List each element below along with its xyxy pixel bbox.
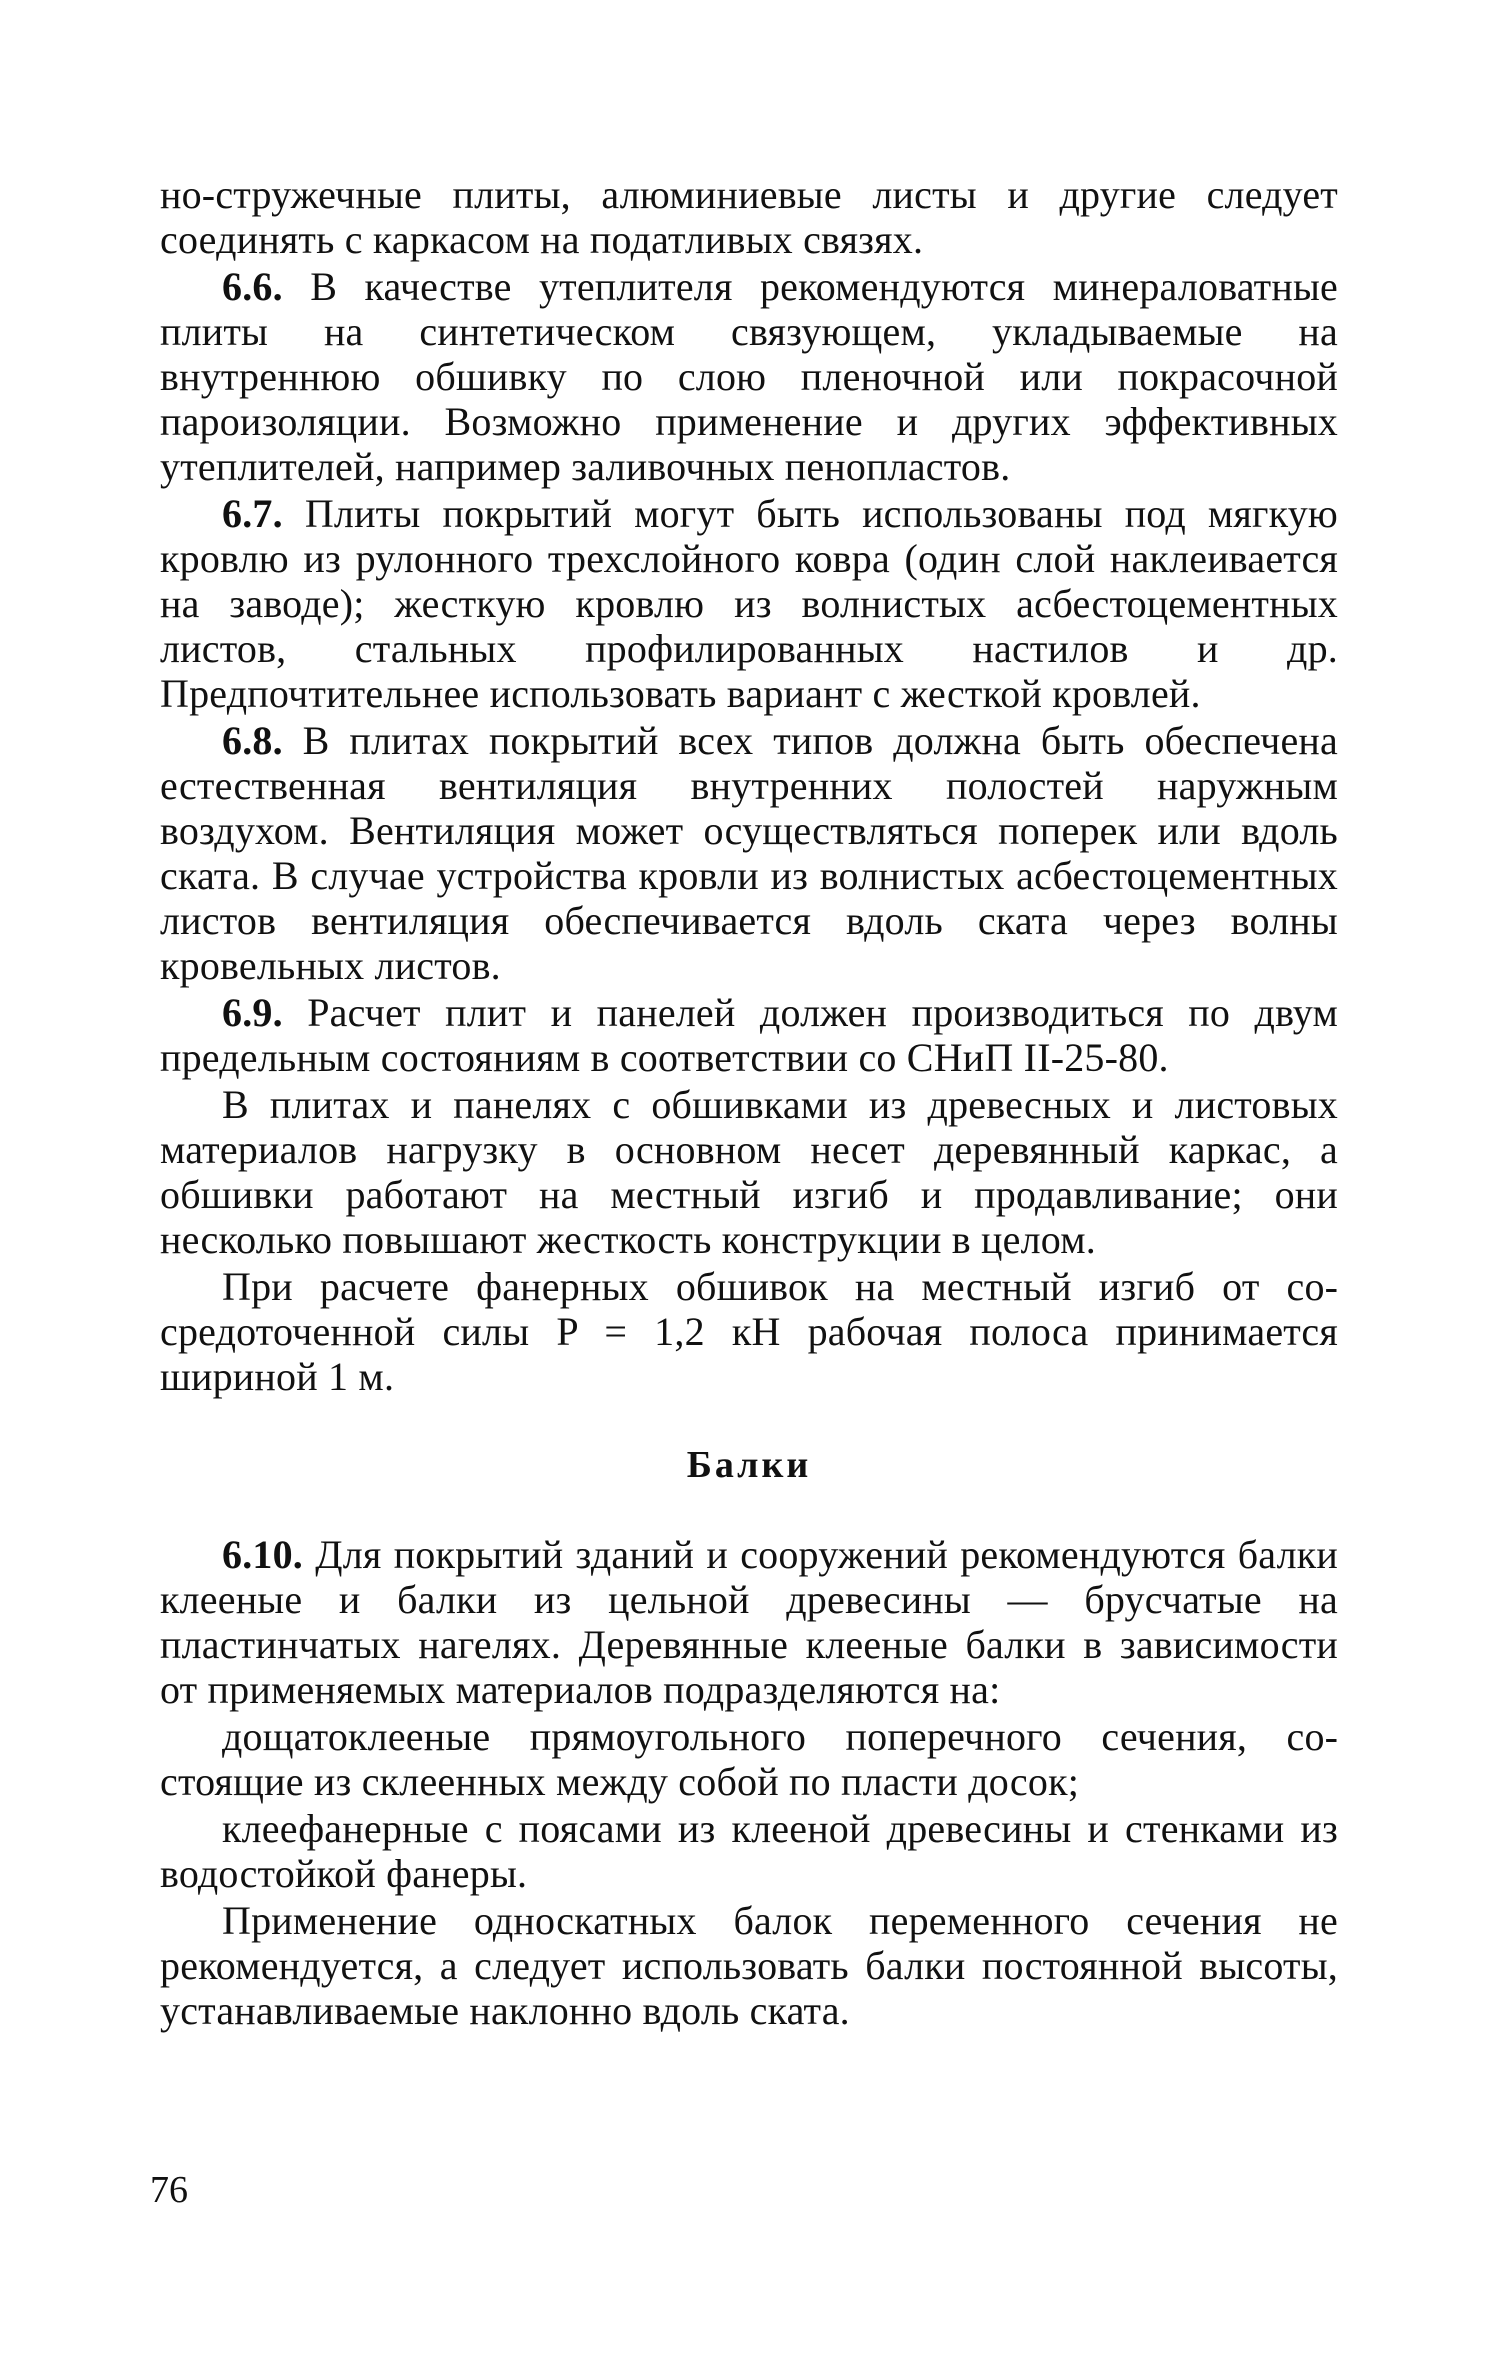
clause-number: 6.9. [222, 990, 283, 1035]
paragraph [160, 990, 1338, 1080]
paragraph-text: Для покрытий зданий и сооружений рекомендуются балки клееные и балки из цельной древесины — брусчатые на пластинчатых нагелях. Деревянные клееные балки в зависимости от применяемых материалов подразделяются на: [160, 1532, 1338, 1712]
paragraph-text: Применение односкатных балок переменного сечения не рекомендуется, а следует использовать балки постоянной высоты, устанавливаемые наклонно вдоль ската. [160, 1898, 1338, 2033]
paragraph [160, 172, 1338, 262]
clause-number: 6.6. [222, 264, 283, 309]
paragraph [160, 1806, 1338, 1896]
paragraph [160, 491, 1338, 716]
paragraph [160, 718, 1338, 988]
section-heading: Балки [686, 1444, 812, 1486]
paragraph [160, 1264, 1338, 1399]
paragraph [160, 264, 1338, 489]
paragraphs-bottom [160, 1532, 1338, 2033]
paragraph [160, 1082, 1338, 1262]
paragraph [160, 1898, 1338, 2033]
page-body [160, 172, 1338, 2033]
clause-number: 6.10. [222, 1532, 303, 1577]
paragraph-text: Плиты покрытий могут быть использованы под мягкую кровлю из рулонного трехслойного ковра (один слой наклеивается на заводе); жесткую кровлю из волнистых асбестоцементных листов, стальных профилированных настилов и др. Предпочтительнее использовать вариант с жесткой кровлей. [160, 491, 1338, 716]
page-number: 76 [150, 2169, 188, 2211]
paragraphs-top [160, 172, 1338, 1399]
paragraph-text: Расчет плит и панелей должен производиться по двум предельным состояниям в соответствии со СНиП II-25-80. [160, 990, 1338, 1080]
paragraph-text: В плитах и панелях с обшивками из древесных и листовых материалов нагрузку в основном несет деревянный каркас, а обшивки работают на местный изгиб и продавливание; они несколько повышают жесткость конструкции в целом. [160, 1082, 1338, 1262]
paragraph-text: При расчете фанерных обшивок на местный изгиб от сосредоточенной силы P = 1,2 кН рабочая полоса принимается шириной 1 м. [160, 1264, 1338, 1399]
clause-number: 6.7. [222, 491, 283, 536]
paragraph-text: В качестве утеплителя рекомендуются минераловатные плиты на синтетическом связующем, укладываемые на внутреннюю обшивку по слою пленочной или покрасочной пароизоляции. Возможно применение и других эффективных утеплителей, например заливочных пенопластов. [160, 264, 1338, 489]
clause-number: 6.8. [222, 718, 283, 763]
paragraph-text: В плитах покрытий всех типов должна быть обеспечена естественная вентиляция внутренних полостей наружным воздухом. Вентиляция может осуществляться поперек или вдоль ската. В случае устройства кровли из волнистых асбестоцементных листов вентиляция обеспечивается вдоль ската через волны кровельных листов. [160, 718, 1338, 988]
paragraph [160, 1532, 1338, 1712]
paragraph-text: но-стружечные плиты, алюминиевые листы и другие следует соединять с каркасом на податливых связях. [160, 172, 1338, 262]
paragraph-text: клеефанерные с поясами из клееной древесины и стенками из водостойкой фанеры. [160, 1806, 1338, 1896]
paragraph [160, 1714, 1338, 1804]
paragraph-text: дощатоклееные прямоугольного поперечного сечения, состоящие из склеенных между собой по пласти досок; [160, 1714, 1338, 1804]
